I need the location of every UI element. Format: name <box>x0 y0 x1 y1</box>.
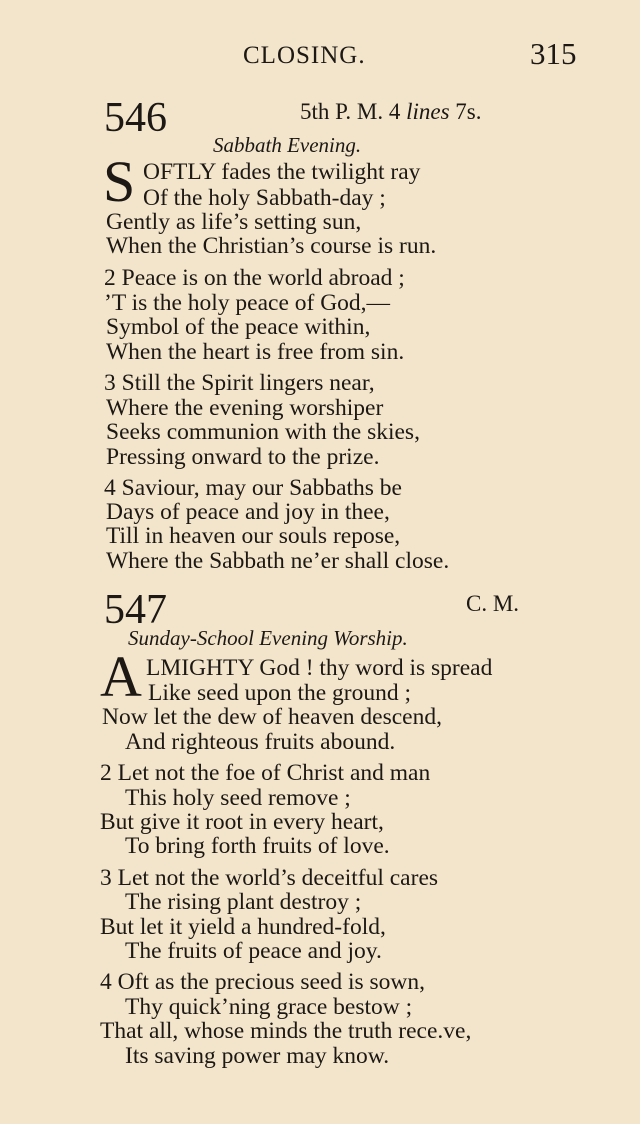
verse-line: This holy seed remove ; <box>125 785 351 811</box>
verse-line: Symbol of the peace within, <box>106 314 371 340</box>
verse-line: And righteous fruits abound. <box>125 729 396 755</box>
verse-line: When the heart is free from sin. <box>106 339 405 365</box>
verse-line: But give it root in every heart, <box>100 809 384 835</box>
verse-line: Gently as life’s setting sun, <box>106 209 362 235</box>
hymn-meter: 5th P. M. 4 lines 7s. <box>300 99 482 124</box>
verse-line: 2 Peace is on the world abroad ; <box>104 265 405 291</box>
verse-line: Like seed upon the ground ; <box>148 680 412 706</box>
verse-line: ’T is the holy peace of God,— <box>104 290 391 316</box>
verse-line: That all, whose minds the truth rece.ve, <box>100 1018 472 1044</box>
verse-line: Where the evening worshiper <box>106 395 384 421</box>
verse-line: Seeks communion with the skies, <box>106 419 420 445</box>
verse-line: The rising plant destroy ; <box>125 889 362 915</box>
verse-line: But let it yield a hundred-fold, <box>100 914 386 940</box>
verse-line: Days of peace and joy in thee, <box>106 499 390 525</box>
hymn-number: 546 <box>104 95 167 141</box>
verse-line: 3 Still the Spirit lingers near, <box>104 370 375 396</box>
verse-line: 2 Let not the foe of Christ and man <box>100 760 431 786</box>
verse-line: Till in heaven our souls repose, <box>106 523 401 549</box>
hymn-meter: C. M. <box>466 591 520 616</box>
verse-line: Thy quick’ning grace bestow ; <box>125 994 413 1020</box>
hymn-subtitle: Sabbath Evening. <box>213 133 362 157</box>
page-number: 315 <box>530 36 577 71</box>
hymn-number: 547 <box>104 587 167 633</box>
verse-line: LMIGHTY God ! thy word is spread <box>146 655 493 681</box>
hymn-subtitle: Sunday-School Evening Worship. <box>128 626 408 650</box>
verse-line: 3 Let not the world’s deceitful cares <box>100 865 439 891</box>
verse-line: Pressing onward to the prize. <box>106 444 380 470</box>
drop-cap: S <box>103 149 136 214</box>
verse-line: Of the holy Sabbath-day ; <box>143 185 386 211</box>
drop-cap: A <box>100 644 142 709</box>
verse-line: Now let the dew of heaven descend, <box>102 704 442 730</box>
verse-line: Its saving power may know. <box>125 1043 390 1069</box>
verse-line: When the Christian’s course is run. <box>106 233 437 259</box>
verse-line: 4 Oft as the precious seed is sown, <box>100 969 426 995</box>
verse-line: 4 Saviour, may our Sabbaths be <box>104 475 402 501</box>
verse-line: To bring forth fruits of love. <box>125 833 390 859</box>
verse-line: The fruits of peace and joy. <box>125 938 382 964</box>
verse-line: OFTLY fades the twilight ray <box>143 159 421 185</box>
verse-line: Where the Sabbath ne’er shall close. <box>106 548 450 574</box>
running-head: CLOSING. <box>243 42 366 69</box>
